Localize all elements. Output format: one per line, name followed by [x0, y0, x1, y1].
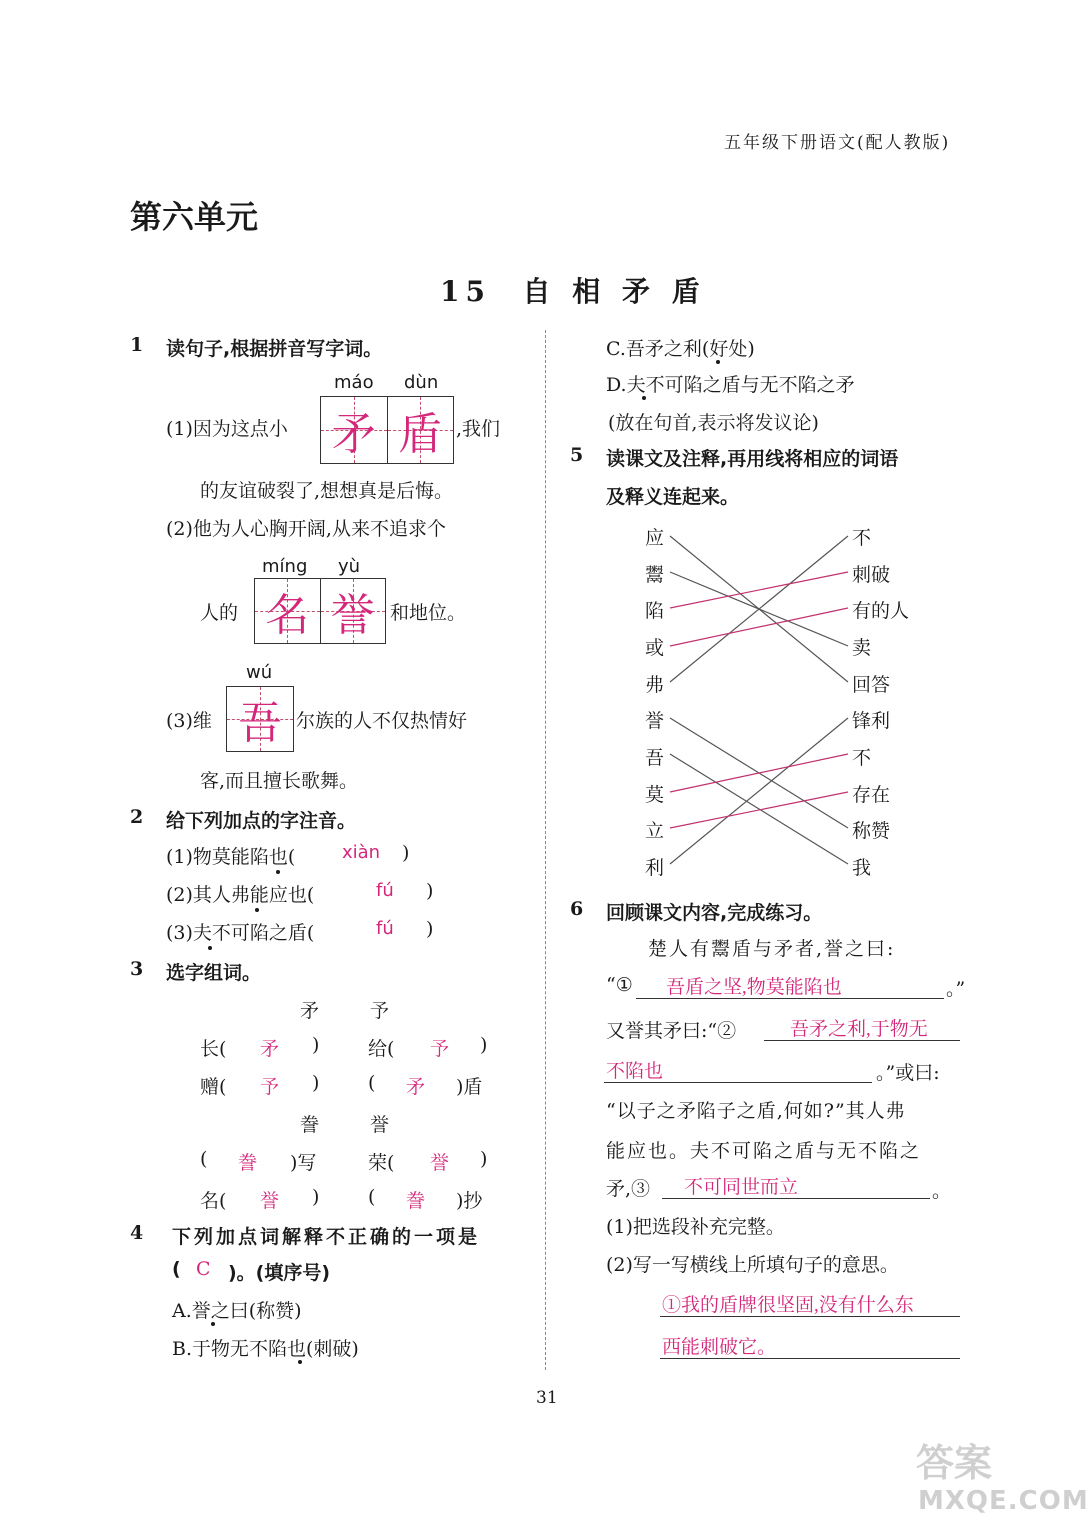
- q3-g1-r1-a: 长(: [200, 1038, 227, 1060]
- q2-close-1: ): [402, 842, 410, 864]
- match-line: [670, 754, 848, 864]
- q2-item-3: (3)夫不可陷之盾(: [166, 922, 315, 944]
- q6-p2-open: “①: [606, 974, 633, 996]
- q6-p7-close: 。: [932, 1180, 952, 1202]
- q5-title-2: 及释义连起来。: [606, 486, 740, 508]
- match-left: 鬻: [645, 564, 665, 586]
- match-left: 应: [645, 527, 665, 549]
- q3-g2-r1-b-answer: 誉: [430, 1152, 450, 1174]
- q4-open: (: [172, 1258, 181, 1280]
- q2-title: 给下列加点的字注音。: [166, 810, 357, 832]
- q6-para-1: 楚人有鬻盾与矛者,誉之曰:: [648, 938, 896, 960]
- pinyin-wu: wú: [246, 662, 273, 683]
- q3-number: 3: [130, 958, 144, 980]
- q3-g1-r1-b-answer: 予: [430, 1038, 450, 1060]
- paren-close: )抄: [456, 1190, 483, 1212]
- q1-s1-line2: 的友谊破裂了,想想真是后悔。: [200, 480, 454, 502]
- q2-close-2: ): [426, 880, 434, 902]
- paren-close: ): [480, 1148, 488, 1170]
- match-right: 我: [852, 857, 872, 879]
- watermark-logo-top: 答案: [916, 1441, 993, 1485]
- match-line-highlight: [670, 792, 848, 828]
- answer-char: 名: [265, 590, 310, 641]
- q6-para-6: 能应也。夫不可陷之盾与无不陷之: [606, 1140, 922, 1162]
- q3-g1-r2-a: 赠(: [200, 1076, 227, 1098]
- match-left: 莫: [645, 784, 665, 806]
- pinyin-mao: máo: [334, 372, 374, 393]
- q3-g2-r1-b: 荣(: [368, 1152, 395, 1174]
- match-line-highlight: [670, 572, 848, 608]
- q2-answer-1: xiàn: [342, 842, 381, 863]
- pinyin-yu: yù: [338, 556, 361, 577]
- answer-underline: [660, 1358, 960, 1359]
- q3-g2-r2-a-answer: 誉: [260, 1190, 280, 1212]
- answer-underline: [660, 1316, 960, 1317]
- paren-close: ): [312, 1034, 320, 1056]
- answer-char: 盾: [398, 409, 443, 460]
- q5-title-1: 读课文及注释,再用线将相应的词语: [606, 448, 899, 470]
- q3-g2-r2-a: 名(: [200, 1190, 227, 1212]
- paren-close: ): [312, 1072, 320, 1094]
- q3-g2-r2-b: (: [368, 1186, 376, 1208]
- match-left: 陷: [645, 600, 665, 622]
- q4-option-d: D.夫不可陷之盾与无不陷之矛: [606, 374, 855, 396]
- q3-g1-r1-b: 给(: [368, 1038, 395, 1060]
- q4-option-d-note: (放在句首,表示将发议论): [608, 412, 819, 434]
- q1-s2-suffix: 和地位。: [390, 602, 467, 624]
- q4-option-c: C.吾矛之利(好处): [606, 338, 755, 360]
- q2-answer-2: fú: [376, 880, 394, 901]
- unit-title: 第六单元: [130, 198, 259, 236]
- q3-g1-r1-a-answer: 矛: [260, 1038, 280, 1060]
- q3-head-4: 誉: [370, 1114, 390, 1136]
- match-right: 不: [852, 527, 872, 549]
- match-right: 有的人: [852, 600, 910, 622]
- q4-close: )。(填序号): [228, 1262, 331, 1284]
- match-right: 不: [852, 747, 872, 769]
- match-line-highlight: [670, 754, 848, 792]
- q4-answer: C: [196, 1258, 211, 1280]
- q2-answer-3: fú: [376, 918, 394, 939]
- q1-s3-prefix: (3)维: [166, 710, 212, 732]
- match-right: 刺破: [852, 564, 891, 586]
- q6-answer-2b: 不陷也: [606, 1061, 664, 1082]
- match-right: 回答: [852, 674, 891, 696]
- q6-answer-1: 吾盾之坚,物莫能陷也: [666, 977, 842, 998]
- match-line: [670, 718, 848, 864]
- q1-title: 读句子,根据拼音写字词。: [166, 338, 383, 360]
- match-right: 存在: [852, 784, 891, 806]
- q4-option-b: B.于物无不陷也(刺破): [172, 1338, 359, 1360]
- paren-close: )写: [290, 1152, 317, 1174]
- pinyin-ming: míng: [262, 556, 308, 577]
- q1-s3-suffix: 尔族的人不仅热情好: [296, 710, 468, 732]
- lesson-number: 15: [440, 275, 491, 308]
- match-left: 吾: [645, 747, 665, 769]
- q4-title: 下列加点词解释不正确的一项是: [172, 1226, 481, 1248]
- q3-head-3: 誊: [300, 1114, 320, 1136]
- q2-item-1: (1)物莫能陷也(: [166, 846, 296, 868]
- q1-s2-prefix: (2)他为人心胸开阔,从来不追求个: [166, 518, 446, 540]
- q1-s3-line2: 客,而且擅长歌舞。: [200, 770, 359, 792]
- q6-title: 回顾课文内容,完成练习。: [606, 902, 823, 924]
- q3-g1-r2-b-answer: 矛: [406, 1076, 426, 1098]
- q6-p3-open: 又誉其矛曰:“②: [606, 1020, 737, 1042]
- match-right: 卖: [852, 637, 872, 659]
- q3-g2-r1-a-answer: 誊: [238, 1152, 258, 1174]
- q1-s1-prefix: (1)因为这点小: [166, 418, 288, 440]
- q6-number: 6: [570, 898, 584, 920]
- match-right: 锋利: [852, 710, 891, 732]
- match-right: 称赞: [852, 820, 891, 842]
- answer-underline: [604, 1082, 872, 1083]
- q3-title: 选字组词。: [166, 962, 262, 984]
- q2-number: 2: [130, 806, 144, 828]
- running-header: 五年级下册语文(配人教版): [724, 133, 951, 153]
- page-number: 31: [536, 1388, 558, 1408]
- q3-g2-r2-b-answer: 誊: [406, 1190, 426, 1212]
- answer-underline: [662, 1198, 930, 1199]
- match-left: 弗: [645, 674, 665, 696]
- match-left: 或: [645, 637, 665, 659]
- match-line-highlight: [670, 608, 848, 646]
- answer-char: 誉: [330, 590, 375, 641]
- match-left: 誉: [645, 710, 665, 732]
- paren-close: )盾: [456, 1076, 483, 1098]
- q4-number: 4: [130, 1222, 144, 1244]
- q6-sub-1: (1)把选段补充完整。: [606, 1216, 785, 1238]
- q3-g1-r2-b: (: [368, 1072, 376, 1094]
- q6-para-5: “以子之矛陷子之盾,何如?”其人弗: [606, 1100, 906, 1122]
- q4-option-a: A.誉之曰(称赞): [172, 1300, 302, 1322]
- q3-head-2: 予: [370, 1000, 390, 1022]
- answer-underline: [764, 1040, 960, 1041]
- q6-meaning-1a: ①我的盾牌很坚固,没有什么东: [662, 1295, 914, 1316]
- pinyin-dun: dùn: [404, 372, 439, 393]
- q3-g2-r1-a: (: [200, 1148, 208, 1170]
- q6-p4-close: 。”或曰:: [876, 1062, 940, 1084]
- paren-close: ): [480, 1034, 488, 1056]
- answer-char: 矛: [331, 409, 376, 460]
- match-left: 利: [645, 857, 665, 879]
- q6-sub-2: (2)写一写横线上所填句子的意思。: [606, 1254, 899, 1276]
- match-left: 立: [645, 820, 665, 842]
- q2-item-2: (2)其人弗能应也(: [166, 884, 315, 906]
- q6-answer-3: 不可同世而立: [684, 1177, 799, 1198]
- lesson-name: 自 相 矛 盾: [522, 275, 706, 308]
- q3-head-1: 矛: [300, 1000, 320, 1022]
- q1-s2-prefix2: 人的: [200, 602, 239, 624]
- q2-close-3: ): [426, 918, 434, 940]
- answer-char: 吾: [238, 698, 282, 749]
- watermark-logo-bottom: MXQE.COM: [918, 1486, 1089, 1516]
- q1-number: 1: [130, 334, 144, 356]
- q1-s1-suffix: ,我们: [456, 418, 501, 440]
- q6-p7-open: 矛,③: [606, 1178, 651, 1200]
- q5-number: 5: [570, 444, 584, 466]
- answer-underline: [636, 998, 944, 999]
- q6-meaning-1b: 西能刺破它。: [662, 1337, 777, 1358]
- q3-g1-r2-a-answer: 予: [260, 1076, 280, 1098]
- paren-close: ): [312, 1186, 320, 1208]
- q6-answer-2a: 吾矛之利,于物无: [790, 1019, 928, 1040]
- q6-p2-close: 。”: [946, 978, 966, 1000]
